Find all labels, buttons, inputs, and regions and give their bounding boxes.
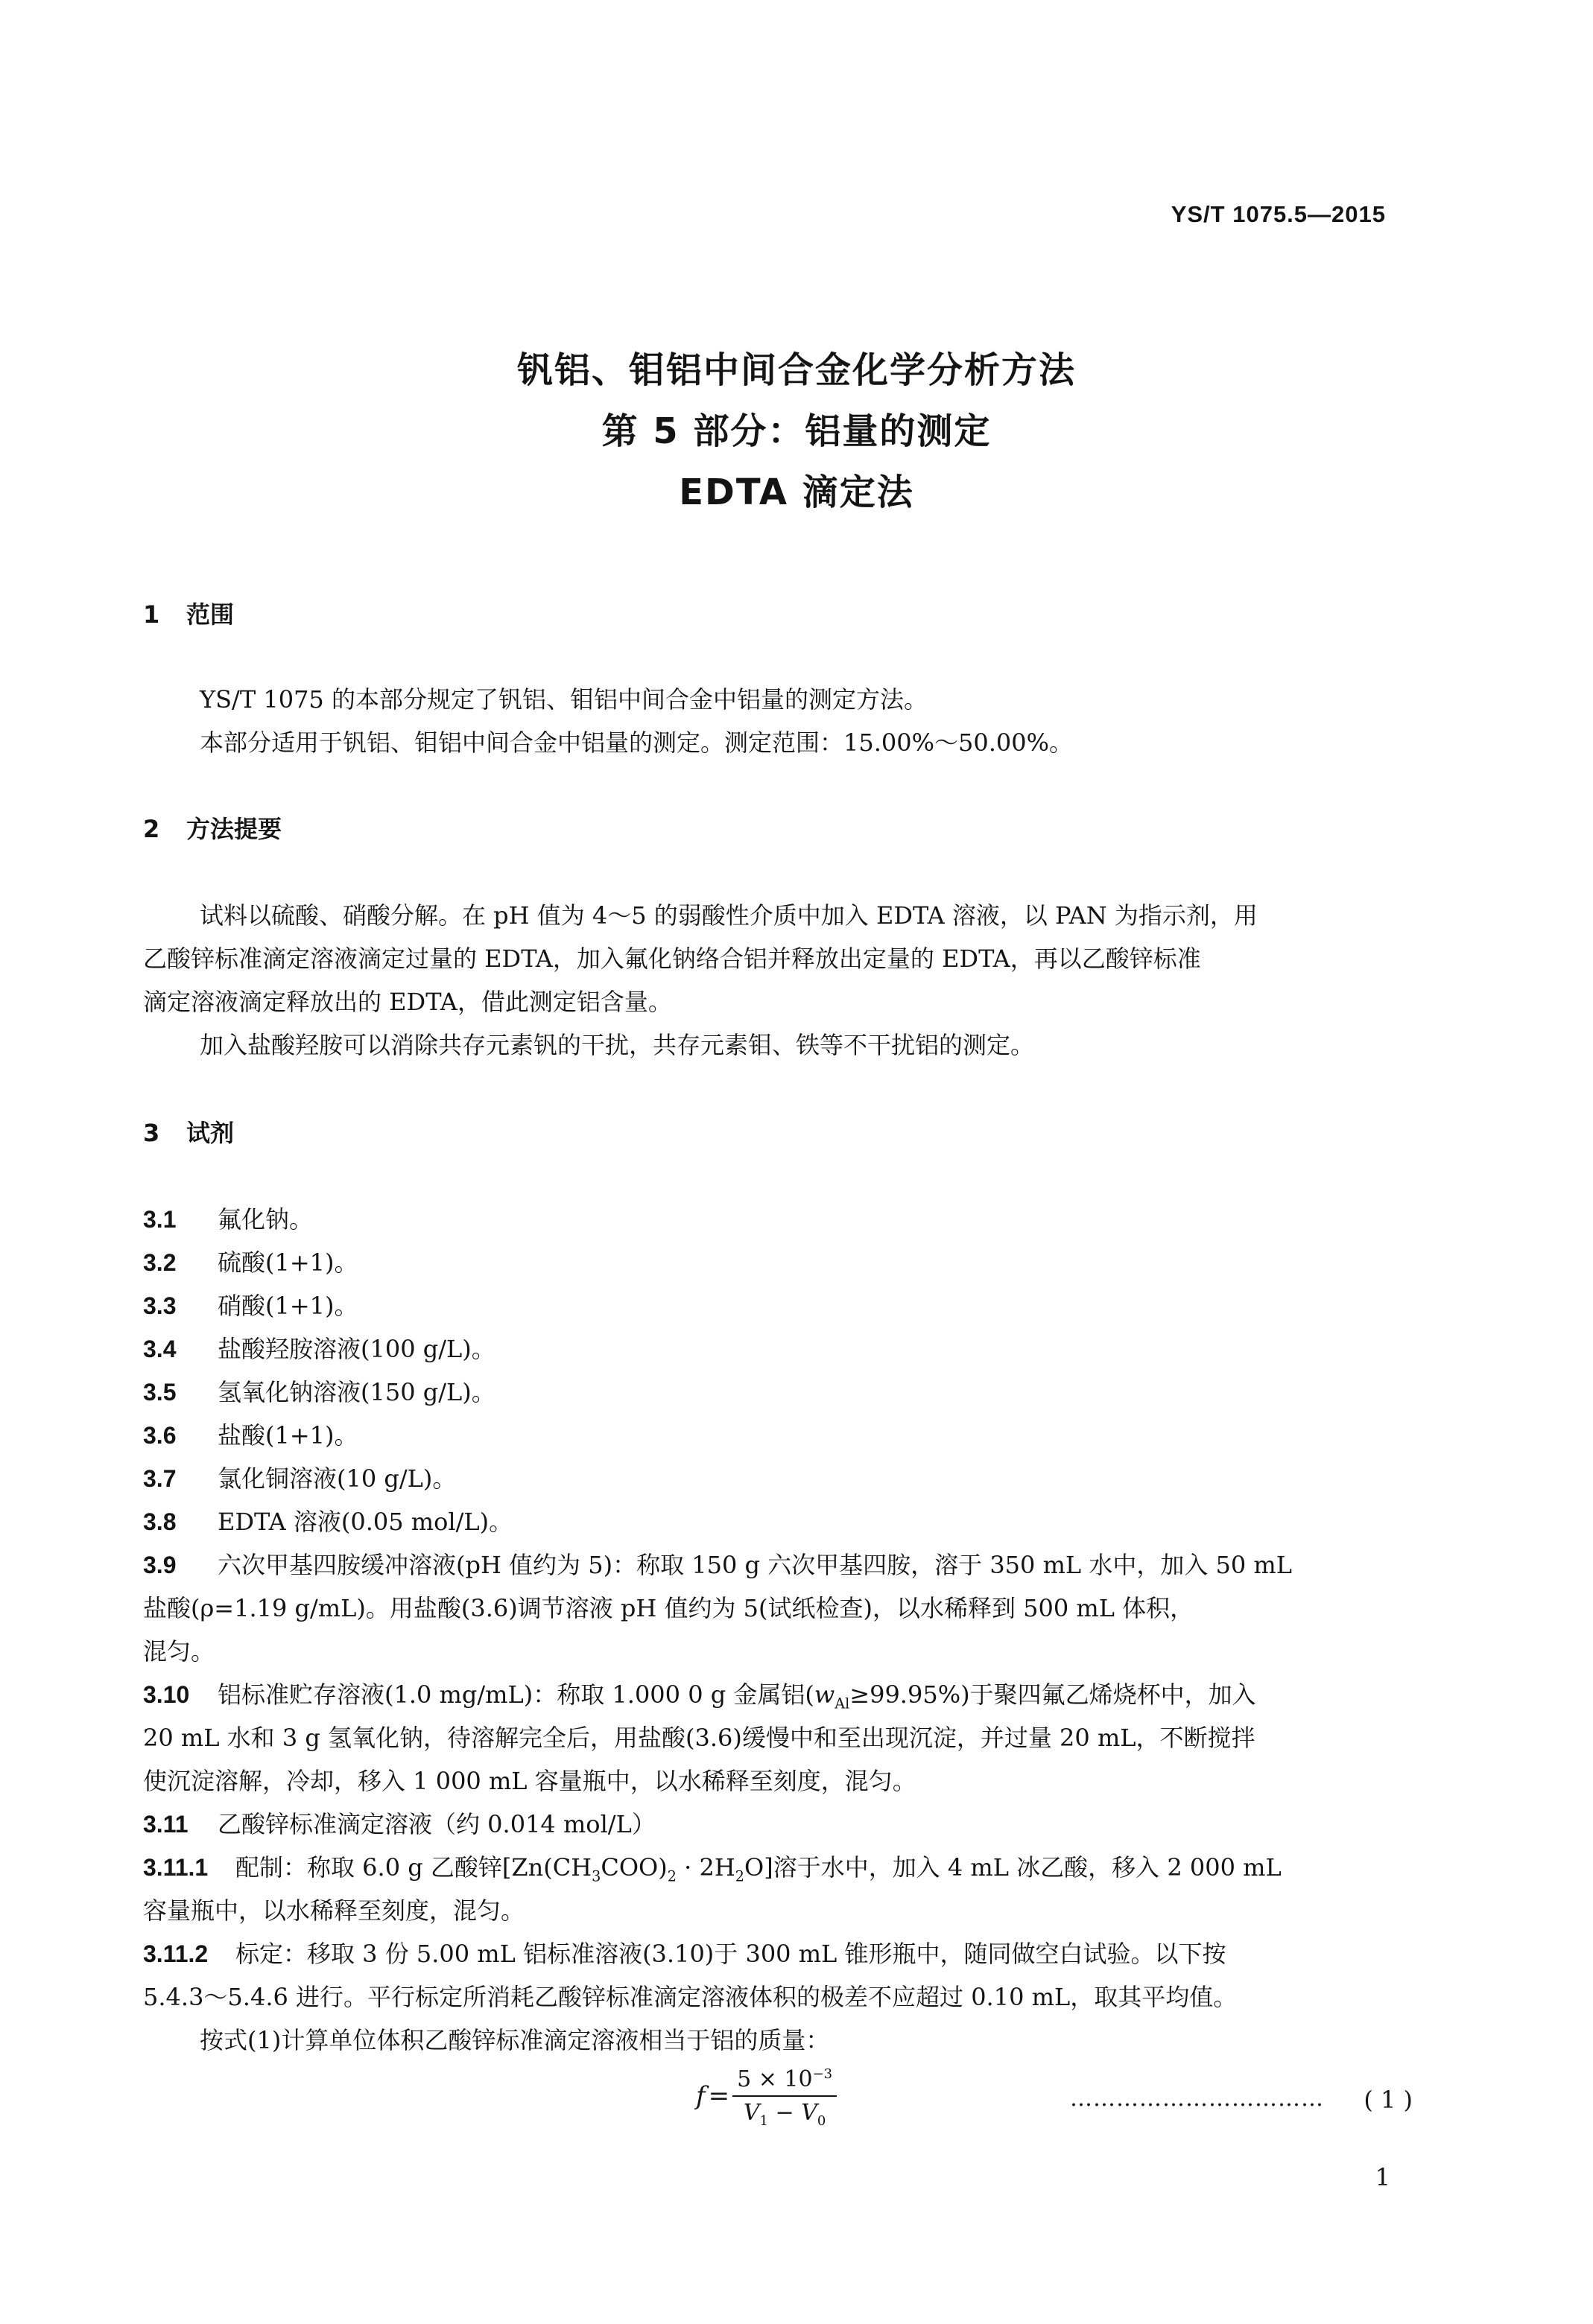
item-number: 3.9 <box>143 1552 177 1578</box>
item-text: 硫酸(1+1)。 <box>218 1248 358 1277</box>
paragraph-line: 盐酸(ρ=1.19 g/mL)。用盐酸(3.6)调节溶液 pH 值约为 5(试纸检查)，以水稀释到 500 mL 体积， <box>143 1594 1194 1622</box>
reagent-item-3-9 <box>143 1543 1422 1587</box>
item-text: · 2H <box>676 1853 735 1882</box>
paragraph-line: 20 mL 水和 3 g 氢氧化钠，待溶解完全后，用盐酸(3.6)缓慢中和至出现沉淀，并过量 20 mL，不断搅拌 <box>143 1724 1255 1752</box>
document-title-line3: EDTA 滴定法 <box>679 472 914 513</box>
reagent-item <box>143 1198 313 1241</box>
item-number: 3.6 <box>143 1422 177 1449</box>
item-text: 标定：移取 3 份 5.00 mL 铝标准溶液(3.10)于 300 mL 锥形瓶中，随同做空白试验。以下按 <box>235 1940 1226 1968</box>
section-title: 范围 <box>186 600 235 629</box>
item-number: 3.1 <box>143 1206 177 1233</box>
item-text: O]溶于水中，加入 4 mL 冰乙酸，移入 2 000 mL <box>744 1853 1282 1882</box>
paragraph-line: 容量瓶中，以水稀释至刻度，混匀。 <box>143 1896 525 1925</box>
section-heading-method-summary <box>143 810 282 845</box>
formula-lhs: f <box>696 2081 706 2111</box>
item-text: ≥99.95%)于聚四氟乙烯烧杯中，加入 <box>849 1680 1256 1709</box>
item-number: 3.3 <box>143 1292 177 1319</box>
subscript: 2 <box>735 1867 744 1885</box>
reagent-item <box>143 1414 358 1457</box>
formula-1 <box>696 2066 837 2129</box>
reagent-item <box>143 1457 456 1500</box>
item-text: COO) <box>601 1853 668 1882</box>
item-text: 配制：称取 6.0 g 乙酸锌[Zn(CH <box>235 1853 592 1882</box>
section-number: 1 <box>143 600 160 629</box>
item-number: 3.5 <box>143 1379 177 1406</box>
paragraph-line: 按式(1)计算单位体积乙酸锌标准滴定溶液相当于铝的质量： <box>200 2026 830 2054</box>
fraction-denominator <box>732 2097 837 2129</box>
item-number: 3.4 <box>143 1336 177 1362</box>
item-text: 氢氧化钠溶液(150 g/L)。 <box>218 1378 495 1406</box>
formula-label: ( 1 ) <box>1364 2086 1413 2114</box>
section-title: 试剂 <box>186 1119 235 1147</box>
reagent-item <box>143 1241 358 1284</box>
item-text: 氯化铜溶液(10 g/L)。 <box>218 1464 457 1493</box>
paragraph: 加入盐酸羟胺可以消除共存元素钒的干扰，共存元素钼、铁等不干扰铝的测定。 <box>200 1031 1035 1059</box>
document-title-line1: 钒铝、钼铝中间合金化学分析方法 <box>516 349 1076 391</box>
section-number: 3 <box>143 1119 160 1147</box>
reagent-item <box>143 1500 513 1543</box>
minus-sign: − <box>768 2100 802 2126</box>
numerator-text: 5 × 10 <box>737 2066 813 2092</box>
var-v0: V <box>801 2100 817 2126</box>
formula-equals: = <box>708 2081 730 2111</box>
item-text: 六次甲基四胺缓冲溶液(pH 值约为 5)：称取 150 g 六次甲基四胺，溶于 350 mL 水中，加入 50 mL <box>218 1551 1292 1579</box>
fraction-numerator <box>732 2066 837 2097</box>
item-text: EDTA 溶液(0.05 mol/L)。 <box>218 1508 513 1536</box>
reagent-item <box>143 1327 495 1371</box>
paragraph: YS/T 1075 的本部分规定了钒铝、钼铝中间合金中铝量的测定方法。 <box>200 685 928 714</box>
section-number: 2 <box>143 815 160 843</box>
item-text: 盐酸(1+1)。 <box>218 1421 358 1450</box>
item-text: 氟化钠。 <box>218 1205 314 1234</box>
item-number: 3.11.1 <box>143 1854 209 1881</box>
paragraph-line: 5.4.3～5.4.6 进行。平行标定所消耗乙酸锌标准滴定溶液体积的极差不应超过 0.10 mL，取其平均值。 <box>143 1983 1238 2011</box>
subscript: 2 <box>667 1867 677 1885</box>
standard-number: YS/T 1075.5—2015 <box>1171 201 1386 227</box>
reagent-item <box>143 1371 495 1414</box>
item-number: 3.7 <box>143 1465 177 1492</box>
item-number: 3.11 <box>143 1811 189 1838</box>
item-number: 3.11.2 <box>143 1940 209 1967</box>
section-title: 方法提要 <box>186 815 282 843</box>
subscript: Al <box>834 1695 850 1712</box>
item-number: 3.8 <box>143 1508 177 1535</box>
item-text: 铝标准贮存溶液(1.0 mg/mL)：称取 1.000 0 g 金属铝( <box>218 1680 814 1709</box>
mass-fraction-symbol: w <box>814 1680 835 1709</box>
item-text: 盐酸羟胺溶液(100 g/L)。 <box>218 1335 495 1363</box>
var-v1: V <box>743 2100 760 2126</box>
reagent-item <box>143 1284 358 1327</box>
formula-leader-dots: …………………………… <box>1070 2086 1324 2112</box>
reagent-item-3-11-2 <box>143 1932 1422 1975</box>
subscript: 1 <box>759 2113 768 2129</box>
paragraph-line: 乙酸锌标准滴定溶液滴定过量的 EDTA，加入氟化钠络合铝并释放出定量的 EDTA，再以乙酸锌标准 <box>143 944 1201 973</box>
document-title-line2: 第 5 部分：铝量的测定 <box>601 410 992 452</box>
paragraph-line: 使沉淀溶解，冷却，移入 1 000 mL 容量瓶中，以水稀释至刻度，混匀。 <box>143 1767 916 1795</box>
item-number: 3.10 <box>143 1681 190 1708</box>
paragraph: 本部分适用于钒铝、钼铝中间合金中铝量的测定。测定范围：15.00%～50.00%。 <box>200 728 1074 757</box>
reagent-item-3-11 <box>143 1803 656 1846</box>
exponent: −3 <box>812 2066 833 2082</box>
paragraph-line: 试料以硫酸、硝酸分解。在 pH 值为 4～5 的弱酸性介质中加入 EDTA 溶液，以 PAN 为指示剂，用 <box>200 901 1258 930</box>
subscript: 0 <box>817 2113 826 2129</box>
item-text: 硝酸(1+1)。 <box>218 1292 358 1320</box>
subscript: 3 <box>592 1867 601 1885</box>
item-text: 乙酸锌标准滴定溶液（约 0.014 mol/L） <box>218 1810 656 1838</box>
item-number: 3.2 <box>143 1249 177 1276</box>
paragraph-line: 滴定溶液滴定释放出的 EDTA，借此测定铝含量。 <box>143 988 672 1016</box>
page-number: 1 <box>1375 2163 1390 2191</box>
formula-fraction <box>732 2066 837 2129</box>
section-heading-scope <box>143 596 234 630</box>
section-heading-reagents <box>143 1114 234 1149</box>
paragraph-line: 混匀。 <box>143 1637 215 1666</box>
